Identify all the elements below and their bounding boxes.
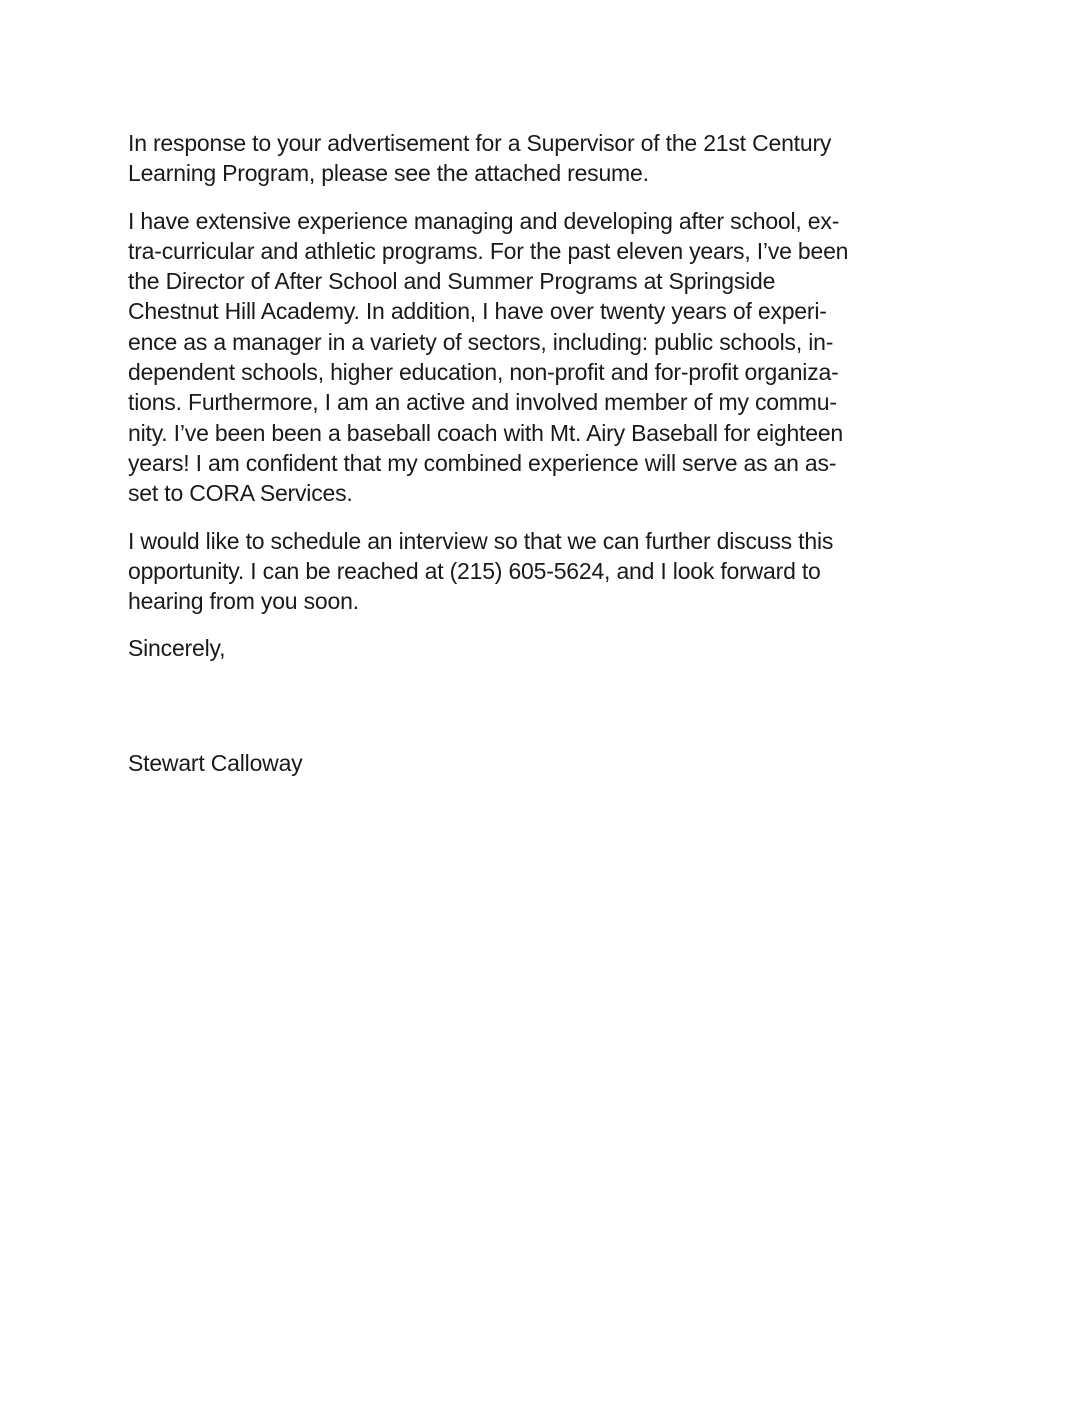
text-line: dependent schools, higher education, non-profit and for-profit organiza- [128,359,839,386]
text-line: hearing from you soon. [128,588,359,615]
text-line: I have extensive experience managing and developing after school, ex- [128,207,840,234]
paragraph-interview-request [128,526,968,617]
paragraph-experience [128,206,968,509]
text-line: I would like to schedule an interview so that we can further discuss this [128,527,834,554]
text-line: nity. I’ve been been a baseball coach with Mt. Airy Baseball for eighteen [128,419,844,446]
signature-name: Stewart Calloway [128,750,303,776]
text-line: ence as a manager in a variety of sectors, including: public schools, in- [128,328,834,355]
letter-body [128,128,968,681]
closing [128,633,968,663]
text-line: In response to your advertisement for a Supervisor of the 21st Century [128,130,832,156]
text-line: set to CORA Services. [128,480,353,507]
text-line: tions. Furthermore, I am an active and involved member of my commu- [128,389,837,416]
text-line: Chestnut Hill Academy. In addition, I have over twenty years of experi- [128,298,827,325]
text-line: tra-curricular and athletic programs. For the past eleven years, I’ve been [128,237,849,264]
text-line: Learning Program, please see the attached resume. [128,160,649,187]
text-line: opportunity. I can be reached at (215) 605-5624, and I look forward to [128,557,821,584]
paragraph-intro [128,128,968,189]
text-line: the Director of After School and Summer Programs at Springside [128,268,776,295]
closing-text: Sincerely, [128,635,226,662]
text-line: years! I am confident that my combined experience will serve as an as- [128,449,837,476]
